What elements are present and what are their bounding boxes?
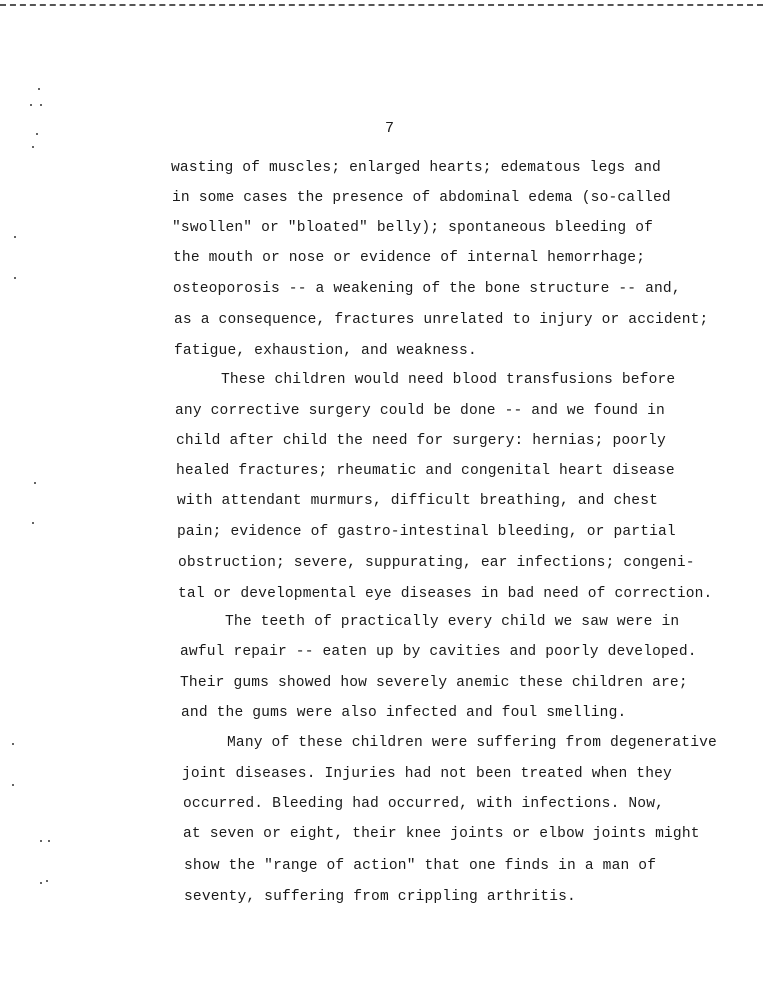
scan-speck: [48, 840, 50, 842]
text-line: awful repair -- eaten up by cavities and poorly developed.: [180, 644, 697, 660]
text-line: and the gums were also infected and foul smelling.: [181, 705, 627, 721]
scan-speck: [12, 743, 14, 745]
text-line: any corrective surgery could be done -- and we found in: [175, 403, 665, 419]
scan-speck: [30, 104, 32, 106]
text-line: "swollen" or "bloated" belly); spontaneous bleeding of: [172, 220, 654, 236]
scan-speck: [40, 882, 42, 884]
text-line: These children would need blood transfusions before: [221, 372, 676, 388]
text-line: in some cases the presence of abdominal edema (so-called: [172, 190, 671, 206]
scan-speck: [12, 784, 14, 786]
scan-speck: [14, 236, 16, 238]
text-line: Many of these children were suffering from degenerative: [227, 735, 717, 751]
text-line: osteoporosis -- a weakening of the bone structure -- and,: [173, 281, 681, 297]
text-line: the mouth or nose or evidence of internal hemorrhage;: [173, 250, 646, 266]
text-line: pain; evidence of gastro-intestinal bleeding, or partial: [177, 524, 676, 540]
text-line: wasting of muscles; enlarged hearts; edematous legs and: [171, 160, 661, 176]
page-number: 7: [385, 120, 395, 137]
scan-speck: [32, 146, 34, 148]
text-line: show the "range of action" that one finds in a man of: [184, 858, 657, 874]
scan-speck: [36, 133, 38, 135]
text-line: at seven or eight, their knee joints or elbow joints might: [183, 826, 700, 842]
text-line: joint diseases. Injuries had not been treated when they: [182, 766, 672, 782]
text-line: seventy, suffering from crippling arthritis.: [184, 889, 576, 905]
scan-speck: [32, 522, 34, 524]
scan-speck: [40, 104, 42, 106]
scan-speck: [40, 840, 42, 842]
text-line: child after child the need for surgery: hernias; poorly: [176, 433, 666, 449]
scan-speck: [34, 482, 36, 484]
text-line: obstruction; severe, suppurating, ear infections; congeni-: [178, 555, 695, 571]
text-line: tal or developmental eye diseases in bad need of correction.: [178, 586, 713, 602]
text-line: The teeth of practically every child we saw were in: [225, 614, 680, 630]
scan-speck: [38, 88, 40, 90]
page-top-edge: [0, 0, 763, 6]
text-line: as a consequence, fractures unrelated to injury or accident;: [174, 312, 709, 328]
scan-speck: [14, 277, 16, 279]
text-line: with attendant murmurs, difficult breathing, and chest: [177, 493, 659, 509]
text-line: healed fractures; rheumatic and congenital heart disease: [176, 463, 675, 479]
text-line: Their gums showed how severely anemic these children are;: [180, 675, 688, 691]
text-line: fatigue, exhaustion, and weakness.: [174, 343, 477, 359]
text-line: occurred. Bleeding had occurred, with infections. Now,: [183, 796, 665, 812]
scan-speck: [46, 880, 48, 882]
